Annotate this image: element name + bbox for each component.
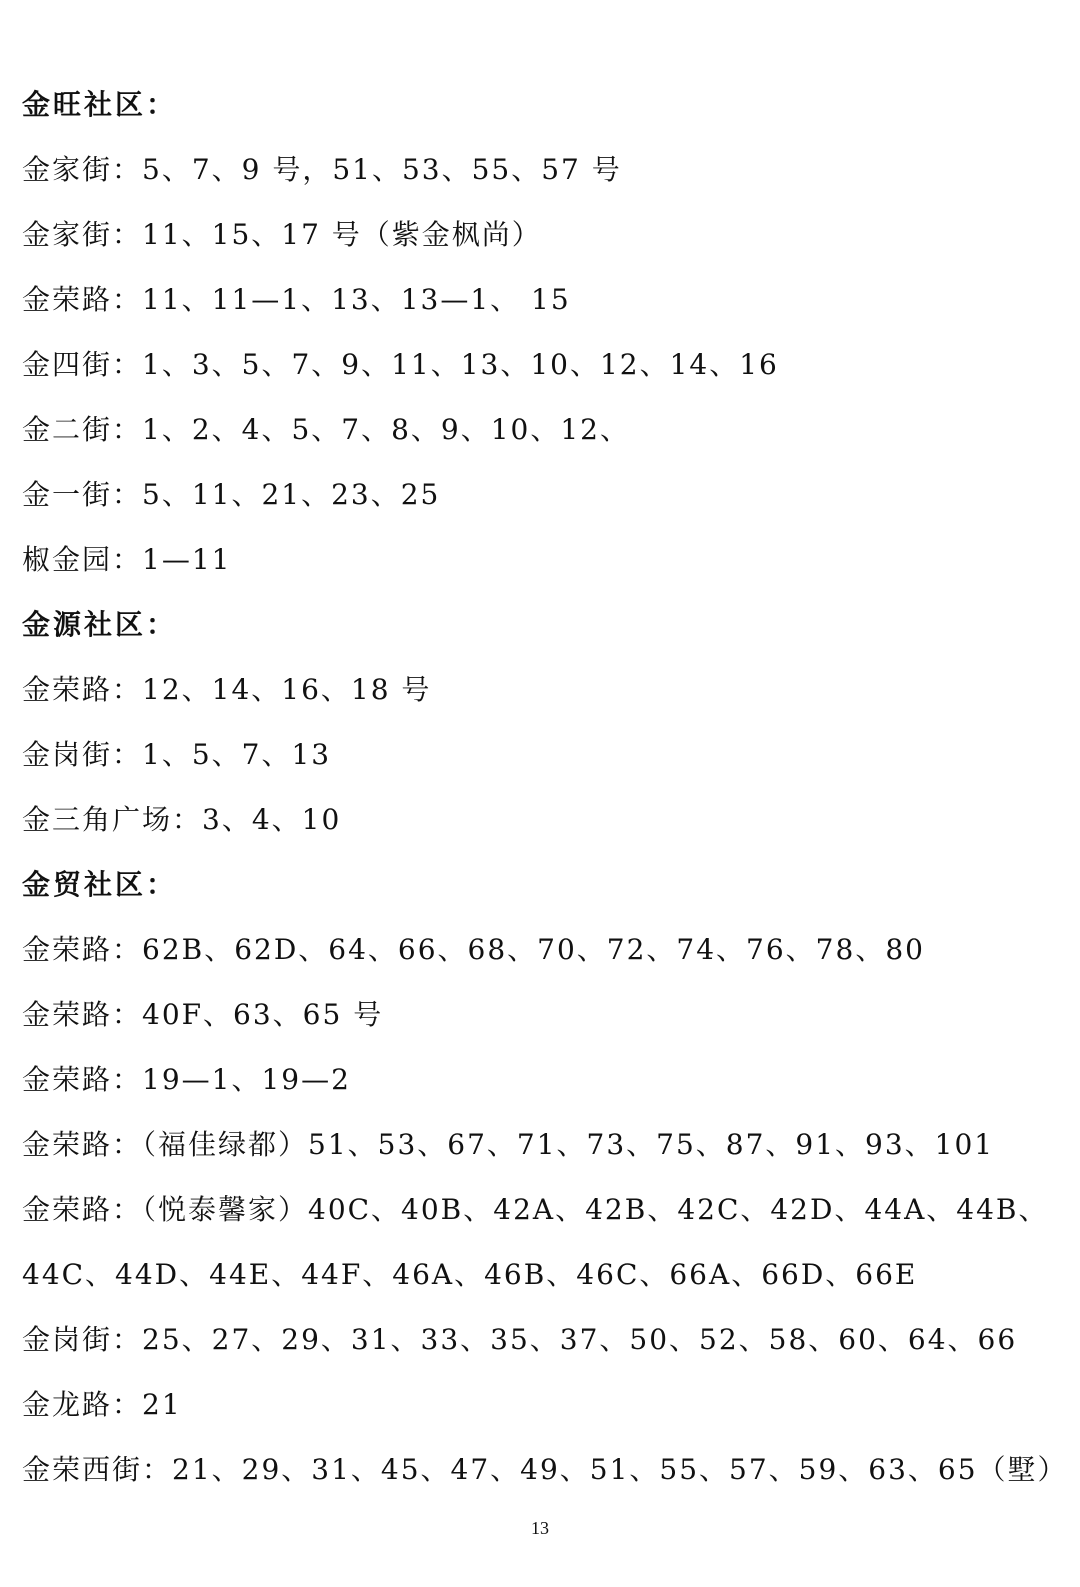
address-line: 金荣路：11、11—1、13、13—1、 15 — [22, 283, 571, 316]
address-line: 金荣路：（悦泰馨家）40C、40B、42A、42B、42C、42D、44A、44B、 — [22, 1193, 1049, 1226]
address-line: 金龙路：21 — [22, 1388, 182, 1421]
address-line: 金荣路：62B、62D、64、66、68、70、72、74、76、78、80 — [22, 933, 925, 966]
address-line-continued: 44C、44D、44E、44F、46A、46B、46C、66A、66D、66E — [22, 1258, 918, 1291]
section-heading-jinyuan: 金源社区： — [22, 608, 178, 641]
address-line: 金荣西街：21、29、31、45、47、49、51、55、57、59、63、65（墅） — [22, 1453, 1068, 1486]
section-heading-jinwang: 金旺社区： — [22, 88, 178, 121]
address-line: 金荣路：19—1、19—2 — [22, 1063, 351, 1096]
section-heading-jinmao: 金贸社区： — [22, 868, 178, 901]
address-line: 金一街：5、11、21、23、25 — [22, 478, 441, 511]
address-line: 金荣路：12、14、16、18 号 — [22, 673, 432, 706]
page-number: 13 — [531, 1518, 549, 1538]
address-line: 金岗街：25、27、29、31、33、35、37、50、52、58、60、64、66 — [22, 1323, 1018, 1356]
address-line: 金荣路：40F、63、65 号 — [22, 998, 384, 1031]
address-line: 金四街：1、3、5、7、9、11、13、10、12、14、16 — [22, 348, 779, 381]
address-line: 金岗街：1、5、7、13 — [22, 738, 332, 771]
document-content — [22, 72, 1068, 1502]
address-line: 金二街：1、2、4、5、7、8、9、10、12、 — [22, 413, 630, 446]
address-line: 金三角广场：3、4、10 — [22, 803, 342, 836]
address-line: 金荣路：（福佳绿都）51、53、67、71、73、75、87、91、93、101 — [22, 1128, 995, 1161]
address-line: 椒金园：1—11 — [22, 543, 232, 576]
address-line: 金家街：5、7、9 号，51、53、55、57 号 — [22, 153, 622, 186]
address-line: 金家街：11、15、17 号（紫金枫尚） — [22, 218, 542, 251]
